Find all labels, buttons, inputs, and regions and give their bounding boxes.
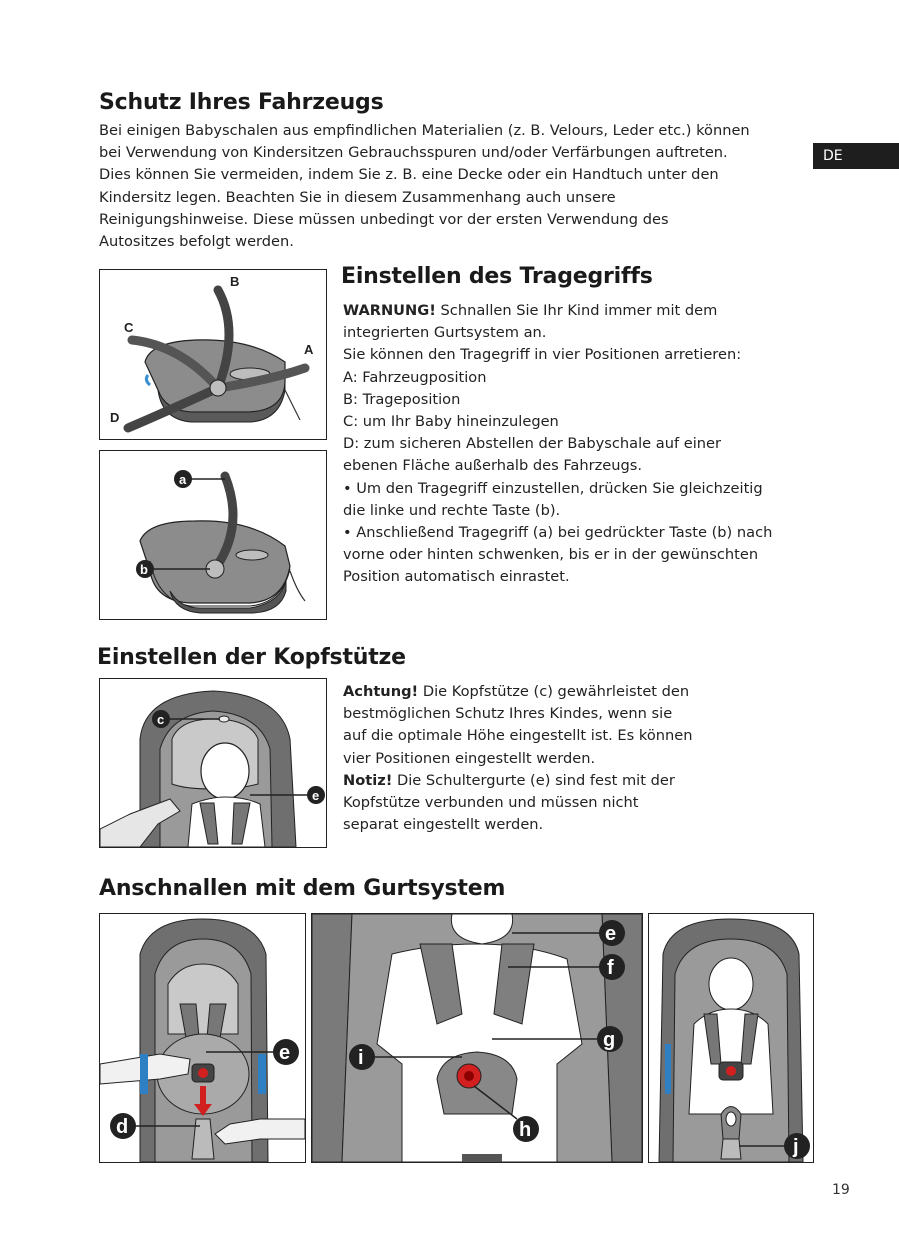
handle-label-a: A bbox=[304, 342, 314, 357]
harness-illustration-1 bbox=[100, 914, 305, 1162]
section-title-harness: Anschnallen mit dem Gurtsystem bbox=[99, 876, 506, 901]
headrest-line: auf die optimale Höhe eingestellt ist. Es können bbox=[343, 727, 693, 745]
handle-line: C: um Ihr Baby hineinzulegen bbox=[343, 413, 559, 431]
protect-line: Autositzes befolgt werden. bbox=[99, 233, 294, 251]
headrest-line: separat eingestellt werden. bbox=[343, 816, 544, 834]
protect-line: bei Verwendung von Kindersitzen Gebrauchsspuren und/oder Verfärbungen auftreten. bbox=[99, 144, 728, 162]
handle-warning-label: WARNUNG! bbox=[343, 302, 436, 319]
harness-figure-1 bbox=[99, 913, 306, 1163]
section-title-headrest: Einstellen der Kopfstütze bbox=[97, 645, 406, 670]
headrest-line: bestmöglichen Schutz Ihres Kindes, wenn sie bbox=[343, 705, 673, 723]
protect-line: Bei einigen Babyschalen aus empfindlichen Materialien (z. B. Velours, Leder etc.) können bbox=[99, 122, 750, 139]
headrest-line: vier Positionen eingestellt werden. bbox=[343, 749, 596, 767]
headrest-badge-e: e bbox=[312, 788, 320, 803]
harness-figure-2 bbox=[311, 913, 643, 1163]
handle-line: A: Fahrzeugposition bbox=[343, 368, 487, 386]
handle-line: vorne oder hinten schwenken, bis er in der gewünschten bbox=[343, 546, 759, 564]
handle-adjust-figure bbox=[99, 450, 327, 620]
headrest-figure bbox=[99, 678, 327, 848]
handle-positions-figure bbox=[99, 269, 327, 440]
harness-illustration-2 bbox=[312, 914, 642, 1162]
harness3-badge-j: j bbox=[793, 1136, 799, 1158]
handle-line: Position automatisch einrastet. bbox=[343, 568, 570, 586]
section-title-protect: Schutz Ihres Fahrzeugs bbox=[99, 90, 384, 115]
harness2-badge-h: h bbox=[519, 1119, 532, 1141]
handle-warning-text: Schnallen Sie Ihr Kind immer mit dem bbox=[435, 302, 718, 319]
harness2-badge-f: f bbox=[607, 957, 614, 979]
handle-label-c: C bbox=[124, 320, 134, 335]
protect-line: Reinigungshinweise. Diese müssen unbedingt vor der ersten Verwendung des bbox=[99, 210, 669, 228]
handle-badge-b: b bbox=[140, 562, 148, 577]
page-number: 19 bbox=[832, 1182, 850, 1198]
handle-paragraph bbox=[343, 300, 813, 589]
language-tab bbox=[813, 143, 899, 169]
section-title-handle: Einstellen des Tragegriffs bbox=[341, 264, 653, 289]
handle-line: D: zum sicheren Abstellen der Babyschale auf einer bbox=[343, 435, 721, 453]
protect-line: Kindersitz legen. Beachten Sie in diesem Zusammenhang auch unsere bbox=[99, 188, 616, 206]
headrest-note-label: Notiz! bbox=[343, 771, 393, 789]
headrest-note-text: Die Schultergurte (e) sind fest mit der bbox=[392, 771, 675, 789]
headrest-badge-c: c bbox=[157, 712, 165, 727]
headrest-illustration bbox=[100, 679, 326, 847]
handle-label-d: D bbox=[110, 410, 120, 425]
headrest-paragraph bbox=[343, 681, 813, 836]
handle-label-b: B bbox=[230, 274, 240, 289]
handle-line: • Um den Tragegriff einzustellen, drücken Sie gleichzeitig bbox=[343, 479, 763, 497]
handle-line: • Anschließend Tragegriff (a) bei gedrückter Taste (b) nach bbox=[343, 524, 773, 542]
handle-line: ebenen Fläche außerhalb des Fahrzeugs. bbox=[343, 457, 643, 475]
handle-line: B: Trageposition bbox=[343, 390, 461, 408]
headrest-line: Kopfstütze verbunden und müssen nicht bbox=[343, 794, 639, 812]
protect-paragraph bbox=[99, 120, 811, 253]
harness2-badge-i: i bbox=[358, 1047, 364, 1069]
handle-positions-illustration bbox=[100, 270, 326, 439]
protect-line: Dies können Sie vermeiden, indem Sie z. B. eine Decke oder ein Handtuch unter den bbox=[99, 166, 719, 184]
harness2-badge-g: g bbox=[603, 1029, 616, 1051]
language-tab-label: DE bbox=[823, 148, 843, 164]
harness1-badge-e: e bbox=[279, 1042, 291, 1064]
handle-line: die linke und rechte Taste (b). bbox=[343, 501, 561, 519]
harness-figure-3 bbox=[648, 913, 814, 1163]
harness1-badge-d: d bbox=[116, 1116, 129, 1138]
handle-badge-a: a bbox=[179, 472, 187, 487]
handle-line: integrierten Gurtsystem an. bbox=[343, 324, 547, 342]
handle-adjust-illustration bbox=[100, 451, 326, 619]
headrest-attention-label: Achtung! bbox=[343, 683, 419, 700]
handle-line: Sie können den Tragegriff in vier Positionen arretieren: bbox=[343, 346, 742, 364]
harness2-badge-e: e bbox=[605, 923, 617, 945]
harness-illustration-3 bbox=[649, 914, 813, 1162]
headrest-attention-text: Die Kopfstütze (c) gewährleistet den bbox=[418, 683, 690, 700]
